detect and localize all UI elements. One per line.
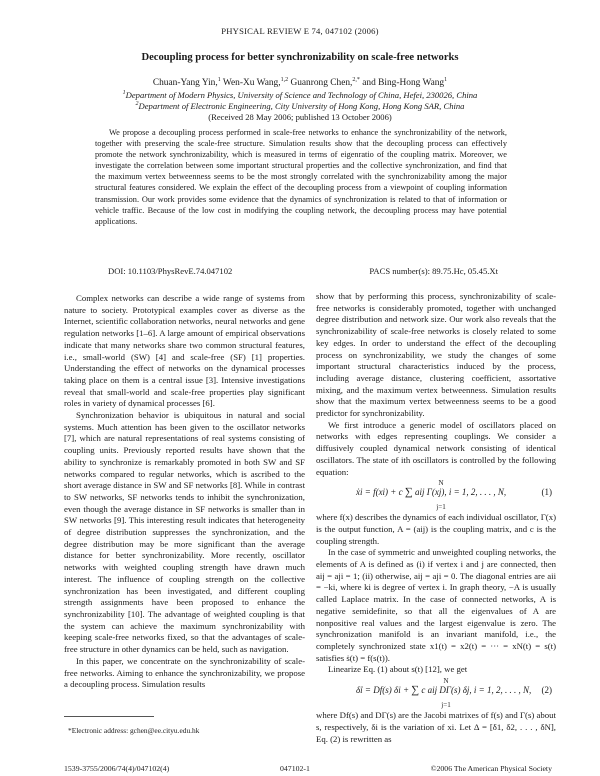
author-list — [0, 77, 600, 88]
equation-rhs: aij Γ(xj), i = 1, 2, . . . , N, — [414, 487, 507, 498]
sum-symbol: ∑ — [411, 684, 420, 697]
author-sup: 1 — [444, 77, 448, 83]
footnote-rule — [64, 716, 154, 717]
footer-page-number: 047102-1 — [280, 764, 310, 773]
author-name: and Bing-Hong Wang — [362, 78, 445, 89]
pacs-numbers: PACS number(s): 89.75.Hc, 05.45.Xt — [369, 266, 498, 276]
equation-rhs: c aij DΓ(s) δj, i = 1, 2, . . . , N, — [421, 685, 532, 696]
sum-lower: j=1 — [436, 503, 446, 512]
author-name: Guanrong Chen, — [290, 78, 353, 89]
author-sup: 1 — [217, 77, 221, 83]
equation-number: (1) — [541, 487, 552, 498]
received-date: (Received 28 May 2006; published 13 October 2006) — [208, 112, 392, 122]
footer-copyright: ©2006 The American Physical Society — [430, 764, 552, 773]
affiliation-2 — [0, 101, 600, 111]
left-column — [64, 293, 305, 703]
author-name: Chuan-Yang Yin, — [152, 78, 218, 89]
equation-body — [356, 487, 506, 499]
equation-2 — [316, 676, 556, 710]
abstract: We propose a decoupling process performed in scale-free networks to enhance the synchronizability of the network, together with preserving the scale-free structure. Simulation results show that the decoupling process can effectively promote the network synchronizability, which is measured in terms of eigenratio of the coupling matrix. Moreover, we investigate the correlation between some important structural properties and the collective synchronization, and find that the maximum vertex betweenness seems to be the most strongly correlated with the synchronizability among the major structural features considered. We explain the effect of the decoupling process from a viewpoint of coupling information transmission. Our work provides some evidence that the dynamics of synchronization is related to that of information or vehicle traffic. Because of the low cost in modifying the coupling network, the decoupling process may have potential applications. — [95, 128, 507, 226]
affil-sup: 2 — [135, 101, 139, 108]
paragraph: In this paper, we concentrate on the synchronizability of scale-free networks. Aiming to enhance the synchronizability, we propose a decoupling process. Simulation results — [64, 655, 305, 690]
paragraph: We first introduce a generic model of oscillators placed on networks with edges representing couplings. We consider a diffusively coupled dynamical network consisting of identical oscillators. The state of ith oscillators is controlled by the following equation: — [316, 419, 556, 477]
sum-lower: j=1 — [441, 701, 451, 710]
affiliation-1 — [0, 90, 600, 100]
author-name: Wen-Xu Wang, — [222, 78, 281, 89]
paper-title: Decoupling process for better synchronizability on scale-free networks — [141, 52, 459, 63]
sum-upper: N — [438, 479, 444, 488]
paragraph: Complex networks can describe a wide range of systems from nature to society. Prototypical examples cover as diverse as the Internet, scientific collaboration networks, neural networks and gene regulation networks [1–6]. A large amount of empirical observations indicate that many networks share two common structural features, i.e., small-world (SW) [4] and scale-free (SF) [1] properties. Understanding the effect of networks on the dynamical processes taking place on them is a central issue [3]. Intensive investigations reveal that small-world and scale-free properties play significant roles in variety of dynamical processes [6]. — [64, 293, 305, 409]
affil-text: Department of Modern Physics, University of Science and Technology of China, Hefei, 230026, China — [125, 90, 478, 100]
paragraph: where Df(s) and DΓ(s) are the Jacobi matrixes of f(s) and Γ(s) about s, respectively, δi is the variation of xi. Let Δ = [δ1, δ2, . . . , δN], Eq. (2) is rewritten as — [316, 710, 556, 744]
author-sup: 1,2 — [280, 77, 289, 83]
right-column — [316, 291, 556, 745]
footer-issn: 1539-3755/2006/74(4)/047102(4) — [64, 764, 170, 773]
paragraph: In the case of symmetric and unweighted coupling networks, the elements of A is defined as (i) if vertex i and j are connected, then aij = aji = 1; (ii) otherwise, aij = aji = 0. The diagonal entries are aii = −ki, where ki is degree of vertex i. In graph theory, −A is usually called Laplace matrix. In the case of connected networks, A is negative semidefinite, so that all the eigenvalues of A are nonpositive real values and the largest eigenvalue is zero. The synchronization manifold is an invariant manifold, i.e., the completely synchronized state x1(t) = x2(t) = ··· = xN(t) = s(t) satisfies ṡ(t) = f(s(t)). — [316, 547, 556, 663]
sum-upper: N — [443, 677, 449, 686]
equation-lhs: ẋi = f(xi) + c — [356, 487, 403, 498]
paragraph: show that by performing this process, synchronizability of scale-free networks is considerably promoted, together with unchanged degree distribution and network size. Our work also reveals that the synchronizability of scale-free networks is closely related to some key edges. In order to understand the effect of the decoupling process on synchronizability, we study the changes of some important structural characteristics induced by the process, including average distance, clustering coefficient, assortative mixing, and the maximum vertex betweenness. Simulation results show that the maximum vertex betweenness seems to be a good predictor for synchronizability. — [316, 291, 556, 419]
paragraph: Linearize Eq. (1) about s(t) [12], we get — [328, 664, 468, 675]
doi-link[interactable]: DOI: 10.1103/PhysRevE.74.047102 — [108, 266, 233, 276]
sum-symbol: ∑ — [404, 486, 413, 499]
equation-lhs: δ̇i = Df(s) δi + — [356, 685, 410, 696]
author-sup: 2,* — [352, 77, 360, 83]
footnote: *Electronic address: gchen@ee.cityu.edu.hk — [68, 726, 200, 735]
equation-1 — [316, 478, 556, 512]
affil-text: Department of Electronic Engineering, City University of Hong Kong, Hong Kong SAR, China — [138, 101, 465, 111]
paragraph: where f(x) describes the dynamics of each individual oscillator, Γ(x) is the output function, A = (aij) is the coupling matrix, and c is the coupling strength. — [316, 512, 556, 546]
affil-sup: 1 — [122, 90, 126, 97]
equation-number: (2) — [541, 685, 552, 696]
paragraph: Synchronization behavior is ubiquitous in natural and social systems. Much attention has been given to the oscillator networks [7], which are natural representations of real systems consisting of coupling units. Previously reported results have shown that the ability to synchronize is remarkably promoted in both SW and SF networks compared to regular networks, which is ascribed to the short average distance in SW and SF networks [8]. While in contrast to SW networks, SF networks tends to inhibit the synchronization, even though the average distance in SF networks is smaller than in SW networks [9]. This interesting result indicates that heterogeneity of degree distribution suppresses the synchronization, and the degree distribution may be more significant than the average distance for better synchronizability. More recently, oscillator networks with weighted coupling strength have drawn much interest. The influence of coupling strength on the collective synchronization has been investigated, and different coupling strength assignments have been proposed to enhance the synchronizability [10]. The advantage of weighted coupling is that the system can achieve the maximum synchronizability with keeping scale-free networks fixed, so that the advantages of scale-free structure in other dynamics can be held, such as navigation. — [64, 410, 305, 655]
journal-header: PHYSICAL REVIEW E 74, 047102 (2006) — [221, 26, 379, 36]
